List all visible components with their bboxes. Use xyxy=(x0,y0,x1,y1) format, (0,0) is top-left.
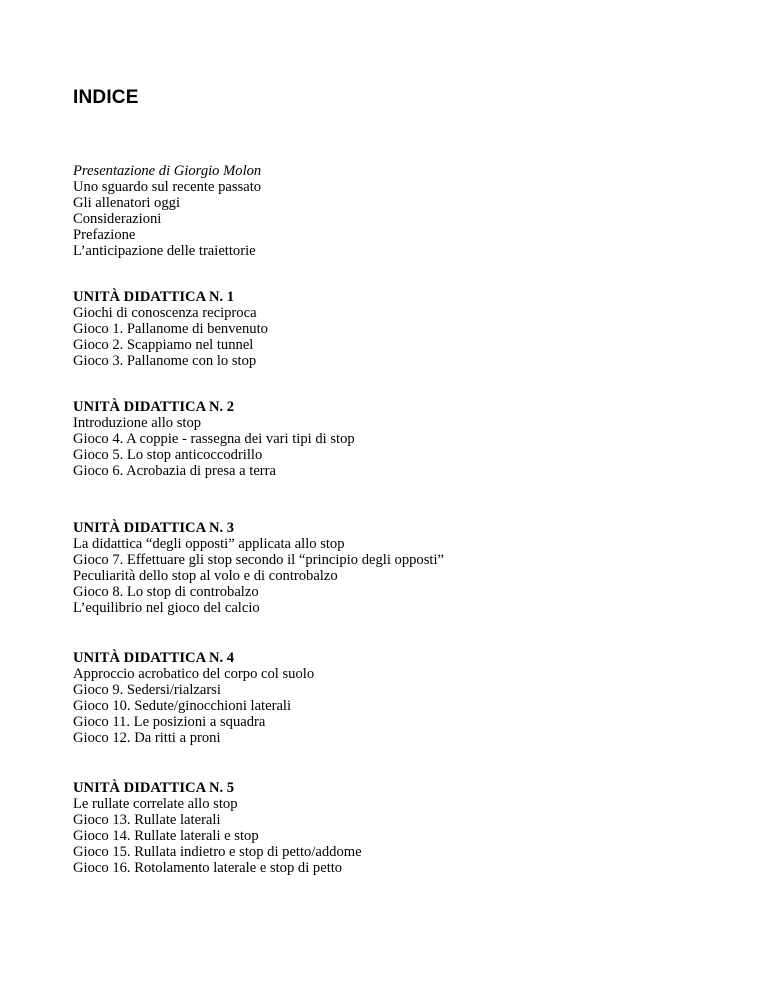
unit-item: Gioco 12. Da ritti a proni xyxy=(73,730,221,746)
unit-item: Gioco 10. Sedute/ginocchioni laterali xyxy=(73,698,292,714)
unit-item: Gioco 7. Effettuare gli stop secondo il “principio degli opposti” xyxy=(73,552,444,568)
unit-item: Gioco 1. Pallanome di benvenuto xyxy=(73,321,268,337)
unit-item: Giochi di conoscenza reciproca xyxy=(73,305,257,321)
unit-item: Gioco 14. Rullate laterali e stop xyxy=(73,828,259,844)
unit-section-4 xyxy=(73,650,314,746)
unit-heading: UNITÀ DIDATTICA N. 1 xyxy=(73,289,235,305)
unit-item: L’equilibrio nel gioco del calcio xyxy=(73,600,260,616)
page-title: INDICE xyxy=(73,87,139,108)
unit-item: Gioco 16. Rotolamento laterale e stop di petto xyxy=(73,860,343,876)
unit-item: Approccio acrobatico del corpo col suolo xyxy=(73,666,315,682)
unit-item: Gioco 9. Sedersi/rialzarsi xyxy=(73,682,221,698)
intro-item: Prefazione xyxy=(73,227,136,243)
unit-item: Gioco 3. Pallanome con lo stop xyxy=(73,353,257,369)
unit-item: Introduzione allo stop xyxy=(73,415,202,431)
intro-section xyxy=(73,163,261,259)
unit-item: La didattica “degli opposti” applicata allo stop xyxy=(73,536,345,552)
unit-item: Le rullate correlate allo stop xyxy=(73,796,238,812)
intro-item: Uno sguardo sul recente passato xyxy=(73,179,262,195)
unit-item: Gioco 5. Lo stop anticoccodrillo xyxy=(73,447,263,463)
intro-item: Considerazioni xyxy=(73,211,162,227)
unit-item: Gioco 11. Le posizioni a squadra xyxy=(73,714,266,730)
unit-item: Gioco 6. Acrobazia di presa a terra xyxy=(73,463,277,479)
unit-section-5 xyxy=(73,780,362,876)
unit-item: Gioco 13. Rullate laterali xyxy=(73,812,221,828)
unit-heading: UNITÀ DIDATTICA N. 5 xyxy=(73,780,235,796)
unit-item: Gioco 15. Rullata indietro e stop di petto/addome xyxy=(73,844,362,860)
unit-item: Gioco 2. Scappiamo nel tunnel xyxy=(73,337,254,353)
unit-section-1 xyxy=(73,289,268,369)
intro-item: L’anticipazione delle traiettorie xyxy=(73,243,256,259)
intro-item: Gli allenatori oggi xyxy=(73,195,180,211)
unit-item: Gioco 8. Lo stop di controbalzo xyxy=(73,584,259,600)
intro-item-presentation: Presentazione di Giorgio Molon xyxy=(73,163,262,179)
unit-heading: UNITÀ DIDATTICA N. 2 xyxy=(73,399,235,415)
unit-section-2 xyxy=(73,399,355,479)
unit-heading: UNITÀ DIDATTICA N. 3 xyxy=(73,520,235,536)
unit-heading: UNITÀ DIDATTICA N. 4 xyxy=(73,650,235,666)
unit-section-3 xyxy=(73,520,444,616)
unit-item: Gioco 4. A coppie - rassegna dei vari tipi di stop xyxy=(73,431,355,447)
unit-item: Peculiarità dello stop al volo e di controbalzo xyxy=(73,568,338,584)
